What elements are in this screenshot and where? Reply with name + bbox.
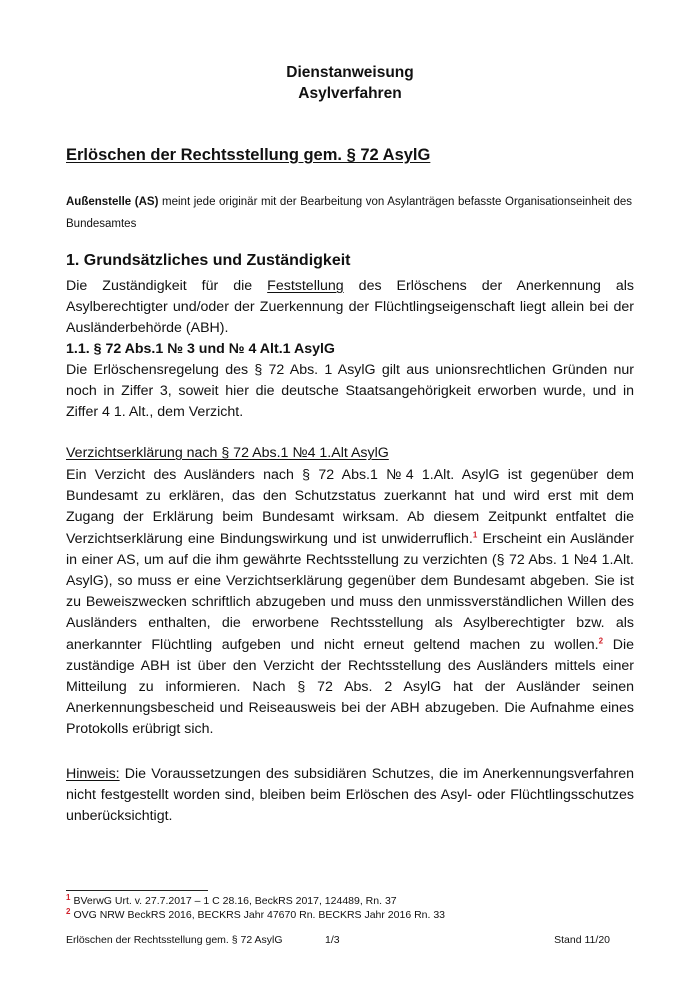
- footer-page-number: 1/3: [325, 934, 340, 946]
- para1-text-a: Die Zuständigkeit für die: [66, 278, 268, 294]
- hint-label: Hinweis:: [66, 766, 120, 782]
- para3-text-b: Erscheint ein Ausländer in einer AS, um auf die ihm gewährte Rechtsstellung zu verzichten (§ 72 Abs. 1 №4 1.Alt. AsylG), so muss er eine Verzichtserklärung gegenüber dem Bundesamt abgeben. Sie ist zu Beweiszwecken schriftlich abzugeben und muss den unmissverständlichen Willen des Ausländers enthalten, die erworbene Rechtsstellung als Asylberechtigter bzw. als anerkannter Flüchtling aufgeben und nicht erneut geltend machen zu wollen.: [66, 530, 635, 653]
- paragraph-hinweis: [66, 764, 634, 828]
- footnote-2: [66, 908, 445, 922]
- footer-title: Erlöschen der Rechtsstellung gem. § 72 AsylG: [66, 934, 283, 946]
- paragraph-verzicht: [66, 465, 634, 741]
- paragraph-erloeschensregelung: Die Erlöschensregelung des § 72 Abs. 1 AsylG gilt aus unionsrechtlichen Gründen nur noch in Ziffer 3, soweit hier die deutsche Staatsangehörigkeit erworben wurde, und in Ziffer 4 1. Alt., dem Verzicht.: [66, 362, 634, 421]
- footnote-ref-2[interactable]: 2: [598, 635, 604, 645]
- hint-text: Die Voraussetzungen des subsidiären Schutzes, die im Anerkennungsverfahren nicht festgestellt worden sind, bleiben beim Erlöschen des Asyl- oder Flüchtlingsschutzes unberücksichtigt.: [66, 766, 634, 825]
- footnote-1-text: BVerwG Urt. v. 27.7.2017 – 1 C 28.16, BeckRS 2017, 124489, Rn. 37: [73, 895, 397, 907]
- footnote-1: [66, 894, 445, 908]
- para1-underlined: Feststellung: [267, 278, 344, 294]
- para3-text-a: Ein Verzicht des Ausländers nach § 72 Abs.1 №4 1.Alt. AsylG ist gegenüber dem Bundesamt zu erklären, das den Schutzstatus zuerkannt hat und wird erst mit dem Zugang der Erklärung beim Bundesamt wirksam. Ab diesem Zeitpunkt entfaltet die Verzichtserklärung eine Bindungswirkung und ist unwiderruflich.: [66, 467, 634, 547]
- footnote-divider: [66, 890, 208, 891]
- paragraph-zustaendigkeit: [66, 276, 634, 340]
- para1-text-b: des Erlöschens der Anerkennung als Asylberechtigter und/oder der Zuerkennung der Flüchtlingseigenschaft liegt allein bei der Ausländerbehörde (ABH).: [66, 278, 634, 337]
- footnotes: [66, 894, 445, 922]
- title-line-1: Dienstanweisung: [286, 64, 414, 81]
- document-title: [0, 62, 700, 104]
- heading-grundsaetzliches: 1. Grundsätzliches und Zuständigkeit: [66, 252, 351, 269]
- footnote-2-number: 2: [66, 906, 71, 916]
- definition-text: meint jede originär mit der Bearbeitung von Asylanträgen befasste Organisationseinheit des Bundesamtes: [66, 196, 632, 230]
- definition-paragraph: [66, 191, 632, 235]
- footnote-ref-1[interactable]: 1: [472, 529, 478, 539]
- footnote-1-number: 1: [66, 892, 71, 902]
- para3-text-c: Die zuständige ABH ist über den Verzicht der Rechtsstellung des Ausländers mittels einer Mitteilung zu informieren. Nach § 72 Abs. 2 AsylG hat der Ausländer seinen Anerkennungsbescheid und Reiseausweis bei der ABH abzugeben. Die Aufnahme eines Protokolls erübrigt sich.: [66, 636, 634, 738]
- footer-status: Stand 11/20: [554, 934, 610, 946]
- footnote-2-text: OVG NRW BeckRS 2016, BECKRS Jahr 47670 Rn. BECKRS Jahr 2016 Rn. 33: [73, 909, 446, 921]
- heading-paragraph-72: 1.1. § 72 Abs.1 № 3 und № 4 Alt.1 AsylG: [66, 341, 335, 357]
- subheading-verzichtserklaerung: Verzichtserklärung nach § 72 Abs.1 №4 1.Alt AsylG: [66, 445, 389, 461]
- definition-term: Außenstelle (AS): [66, 196, 159, 208]
- title-line-2: Asylverfahren: [298, 85, 402, 102]
- section-title: Erlöschen der Rechtsstellung gem. § 72 AsylG: [66, 146, 431, 164]
